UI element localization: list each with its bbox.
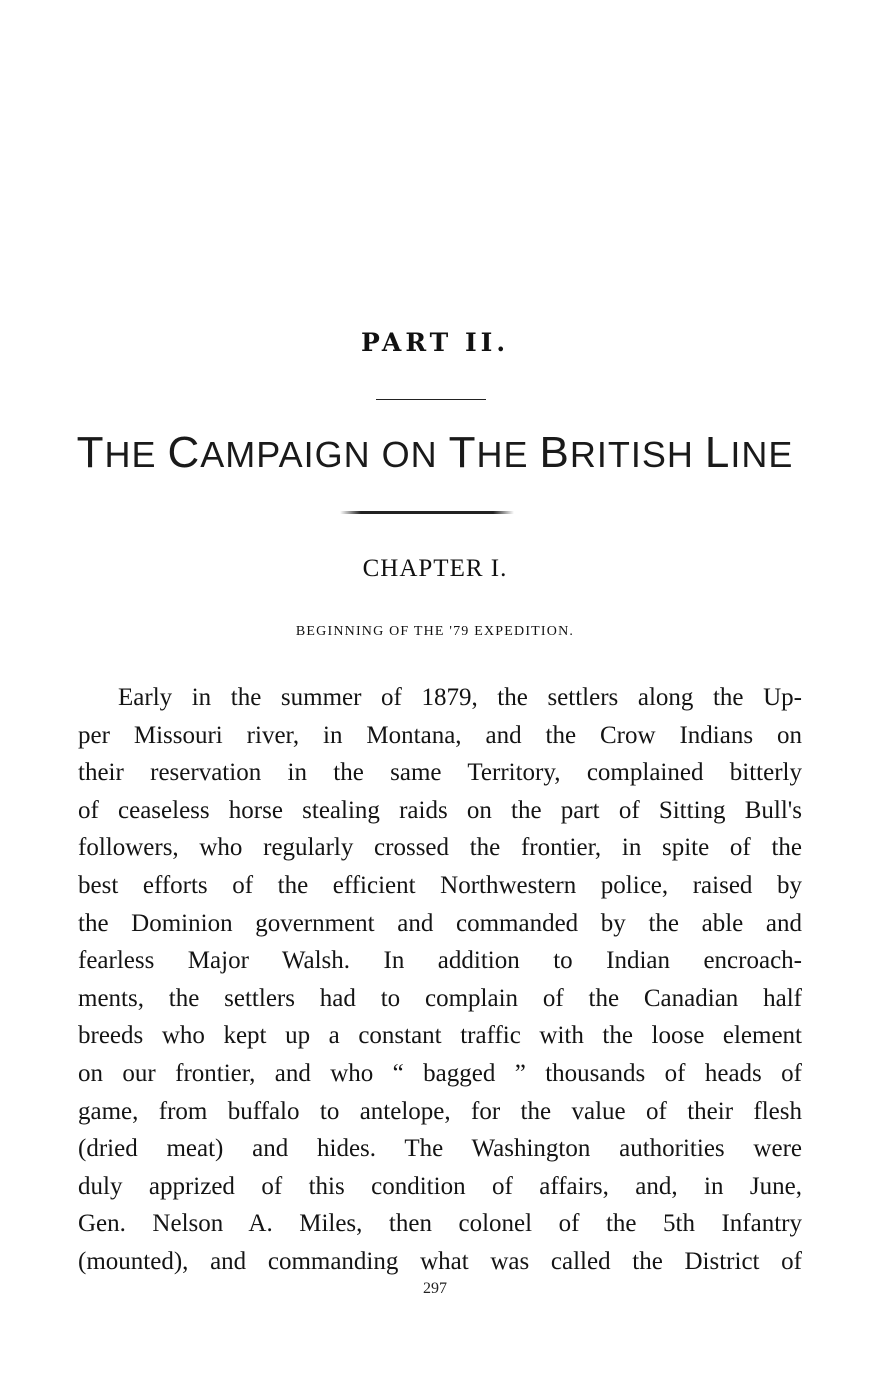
title-part: RITISH	[569, 434, 705, 475]
part-heading: PART II.	[360, 328, 510, 357]
text-line: breeds who kept up a constant traffic with the loose element	[78, 1022, 802, 1050]
chapter-heading: CHAPTER I.	[362, 555, 508, 582]
text-line: the Dominion government and commanded by the able and	[78, 909, 802, 937]
title-part: T	[448, 428, 477, 477]
text-line: on our frontier, and who “ bagged ” thousands of heads of	[78, 1059, 802, 1087]
book-title	[0, 425, 870, 483]
title-part: AMPAIGN ON	[200, 434, 449, 475]
text-line: ments, the settlers had to complain of the Canadian half	[78, 984, 802, 1012]
tapered-divider-rule	[340, 511, 514, 514]
body-paragraph	[78, 679, 802, 1281]
chapter-subtitle: BEGINNING OF THE '79 EXPEDITION.	[295, 624, 575, 639]
text-line: (dried meat) and hides. The Washington authorities were	[78, 1135, 802, 1163]
text-line: followers, who regularly crossed the frontier, in spite of the	[78, 834, 802, 862]
page-number: 297	[423, 1280, 447, 1297]
title-part: L	[704, 428, 731, 477]
text-line: (mounted), and commanding what was called the District of	[78, 1247, 802, 1275]
text-line: best efforts of the efficient Northwestern police, raised by	[78, 871, 802, 899]
title-part: B	[539, 428, 570, 477]
text-line: game, from buffalo to antelope, for the value of their flesh	[78, 1097, 802, 1125]
text-line: their reservation in the same Territory, complained bitterly	[78, 759, 802, 787]
text-line: fearless Major Walsh. In addition to Indian encroach-	[78, 947, 802, 975]
title-part: T	[76, 428, 105, 477]
text-line: Gen. Nelson A. Miles, then colonel of the 5th Infantry	[78, 1210, 802, 1238]
title-part: HE	[104, 434, 168, 475]
text-line: of ceaseless horse stealing raids on the part of Sitting Bull's	[78, 796, 802, 824]
text-line: per Missouri river, in Montana, and the Crow Indians on	[78, 721, 802, 749]
text-line: Early in the summer of 1879, the settlers along the Up-	[118, 684, 802, 711]
title-part: INE	[730, 434, 794, 475]
title-part: C	[167, 428, 201, 477]
text-line: duly apprized of this condition of affairs, and, in June,	[78, 1172, 802, 1200]
title-part: HE	[476, 434, 540, 475]
short-divider-rule	[376, 399, 486, 400]
